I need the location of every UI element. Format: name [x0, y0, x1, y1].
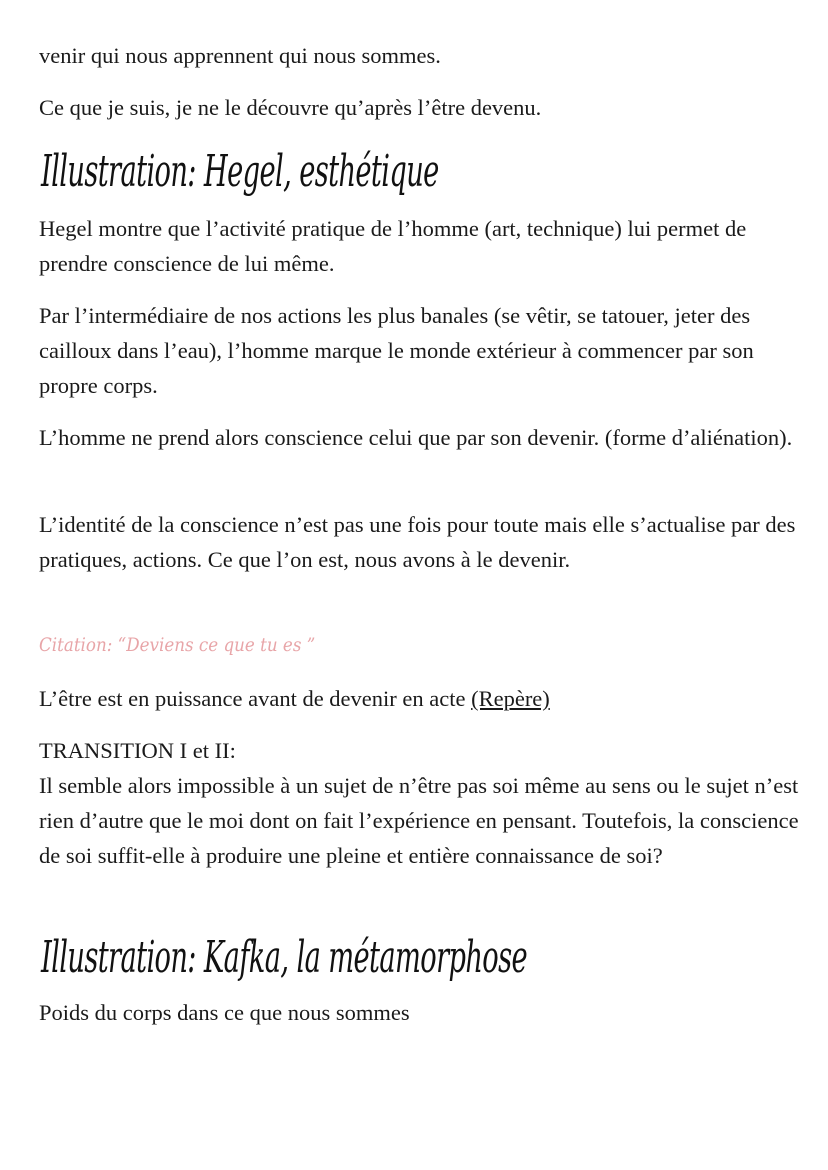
paragraph-puissance — [39, 681, 799, 716]
paragraph-actions: Par l’intermédiaire de nos actions les plus banales (se vêtir, se tatouer, jeter des cailloux dans l’eau), l’homme marque le monde extérieur à commencer par son propre corps. — [39, 303, 754, 398]
paragraph-transition: Il semble alors impossible à un sujet de n’être pas soi même au sens ou le sujet n’est rien d’autre que le moi dont on fait l’expérience en pensant. Toutefois, la conscience de soi suffit-elle à produire une pleine et entière connaissance de soi? — [39, 773, 799, 868]
paragraph-becoming: Ce que je suis, je ne le découvre qu’après l’être devenu. — [39, 95, 542, 120]
illustration-heading-kafka: Illustration: Kafka, la métamorphose — [41, 932, 528, 983]
repere-link[interactable]: (Repère) — [471, 686, 550, 711]
paragraph-alienation: L’homme ne prend alors conscience celui que par son devenir. (forme d’aliénation). — [39, 425, 793, 450]
paragraph-body-weight: Poids du corps dans ce que nous sommes — [39, 1000, 410, 1025]
paragraph-intro: venir qui nous apprennent qui nous sommes. — [39, 43, 441, 68]
illustration-heading-hegel: Illustration: Hegel, esthétique — [41, 146, 439, 197]
paragraph-hegel: Hegel montre que l’activité pratique de l’homme (art, technique) lui permet de prendre conscience de lui même. — [39, 216, 747, 276]
transition-heading: TRANSITION I et II: — [39, 738, 236, 763]
puissance-text: L’être est en puissance avant de devenir en acte — [39, 686, 472, 711]
citation-quote: Citation: “Deviens ce que tu es ” — [39, 634, 316, 656]
paragraph-identity: L’identité de la conscience n’est pas une fois pour toute mais elle s’actualise par des pratiques, actions. Ce que l’on est, nous avons à le devenir. — [39, 512, 796, 572]
